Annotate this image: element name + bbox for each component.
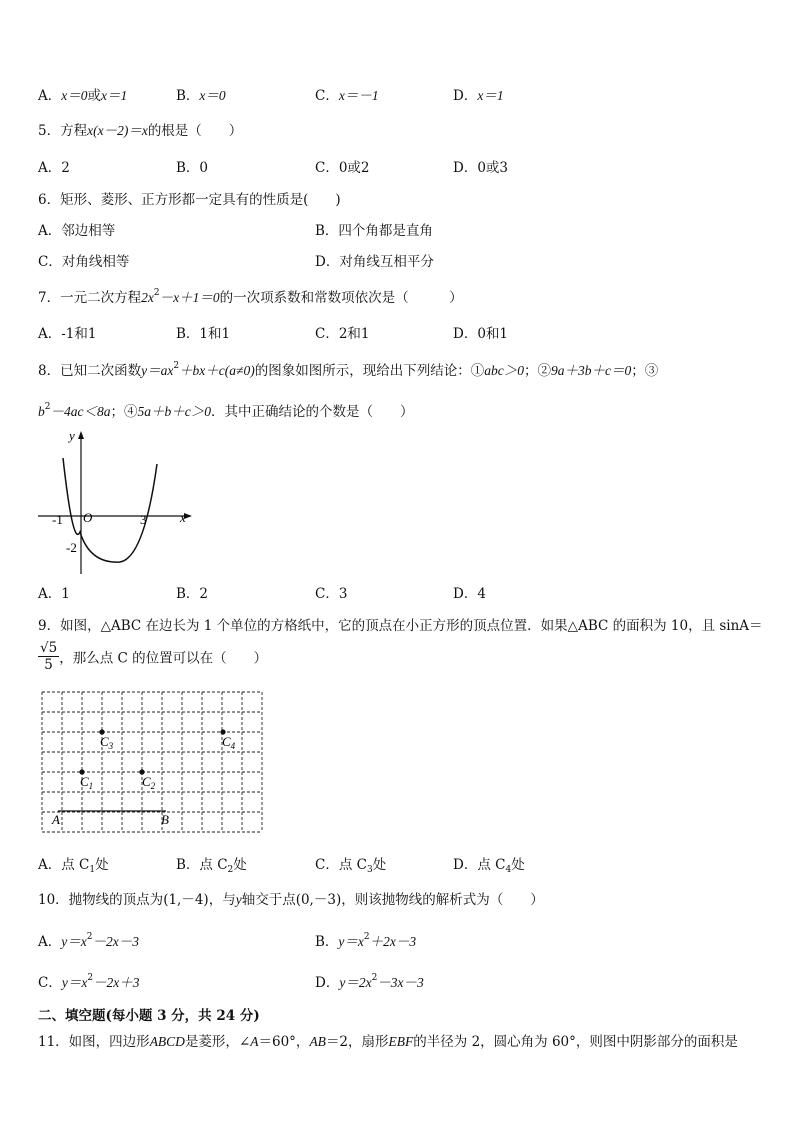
q4-option-d: D．x＝1 bbox=[453, 88, 504, 104]
tick-label-neg1: -1 bbox=[52, 512, 63, 527]
sin-fraction: $\frac{√5}{5}$ bbox=[40, 640, 58, 673]
q8-option-c: C．3 bbox=[315, 586, 348, 602]
q9-stem-line1: 9．如图，△ABC 在边长为 1 个单位的方格纸中，它的顶点在小正方形的顶点位置．如果△ABC 的面积为 10，且 sinA＝ bbox=[38, 618, 763, 634]
q8-option-a: A．1 bbox=[38, 586, 70, 602]
q5-option-d: D．0或3 bbox=[453, 160, 509, 176]
q7-stem: 7．一元二次方程$2x^2-x+1=0$的一次项系数和常数项依次是（ ） bbox=[38, 288, 463, 306]
q5-option-c: C．0或2 bbox=[315, 160, 370, 176]
q5-option-a: A．2 bbox=[38, 160, 70, 176]
q9-option-d: D．点 $C_4$处 bbox=[453, 857, 525, 875]
q10-option-c: C．$y=x^2-2x+3$ bbox=[38, 973, 140, 991]
q8-option-b: B．2 bbox=[176, 586, 209, 602]
q11-stem: 11．如图，四边形ABCD是菱形，∠A＝60°，AB＝2，扇形EBF的半径为 2，圆心角为 60°，则图中阴影部分的面积是 bbox=[38, 1034, 738, 1050]
q6-option-d: D．对角线互相平分 bbox=[315, 254, 434, 270]
q9-grid-figure bbox=[40, 688, 266, 834]
q10-stem: 10．抛物线的顶点为(1,－4)，与y轴交于点(0,－3)，则该抛物线的解析式为（ ） bbox=[38, 892, 544, 908]
q8-parabola-graph bbox=[30, 424, 200, 576]
label-c4: $C_4$ bbox=[222, 734, 236, 751]
q5-option-b: B．0 bbox=[176, 160, 209, 176]
q10-option-d: D．$y=2x^2-3x-3$ bbox=[315, 973, 424, 991]
q9-stem-line2: $\frac{√5}{5}$ ，那么点 C 的位置可以在（ ） bbox=[40, 640, 268, 673]
q10-option-a: A．$y=x^2-2x-3$ bbox=[38, 932, 139, 950]
y-axis-label: y bbox=[69, 428, 75, 443]
q4-option-c: C．x＝－1 bbox=[315, 88, 379, 104]
x-axis-label: x bbox=[180, 510, 186, 525]
q4-option-a: A．x＝0或x＝1 bbox=[38, 88, 128, 104]
section2-title: 二、填空题(每小题 3 分，共 24 分) bbox=[38, 1008, 260, 1024]
q7-option-d: D．0和1 bbox=[453, 326, 509, 342]
q6-stem: 6．矩形、菱形、正方形都一定具有的性质是( ) bbox=[38, 192, 341, 208]
q7-option-b: B．1和1 bbox=[176, 326, 231, 342]
q8-stem-line2: $b^2-4ac<8a$；④5a＋b＋c＞0．其中正确结论的个数是（ ） bbox=[38, 402, 414, 420]
tick-label-3: 3 bbox=[140, 512, 147, 527]
parabola-curve bbox=[63, 458, 157, 562]
q7-option-c: C．2和1 bbox=[315, 326, 370, 342]
label-c2: $C_2$ bbox=[142, 774, 156, 791]
label-c1: $C_1$ bbox=[80, 774, 94, 791]
tick-label-neg2: -2 bbox=[66, 540, 77, 555]
label-b: B bbox=[161, 812, 169, 827]
y-axis-arrow-icon bbox=[78, 431, 84, 439]
q6-option-c: C．对角线相等 bbox=[38, 254, 130, 270]
q5-stem: 5．方程x(x－2)＝x的根是（ ） bbox=[38, 123, 243, 139]
origin-label: O bbox=[83, 510, 93, 525]
q7-option-a: A．-1和1 bbox=[38, 326, 97, 342]
label-a: A bbox=[52, 812, 60, 827]
q9-option-b: B．点 $C_2$处 bbox=[176, 857, 247, 875]
q8-option-d: D．4 bbox=[453, 586, 486, 602]
q4-option-b: B．x＝0 bbox=[176, 88, 226, 104]
q6-option-b: B．四个角都是直角 bbox=[315, 223, 433, 239]
q10-option-b: B．$y=x^2+2x-3$ bbox=[315, 932, 417, 950]
q6-option-a: A．邻边相等 bbox=[38, 223, 116, 239]
q8-stem-line1: 8．已知二次函数$y=ax^2+bx+c(a\ne 0)$的图象如图所示，现给出下列结论：①abc＞0；②9a＋3b＋c＝0；③ bbox=[38, 361, 659, 379]
q9-option-a: A．点 $C_1$处 bbox=[38, 857, 109, 875]
q9-option-c: C．点 $C_3$处 bbox=[315, 857, 387, 875]
label-c3: $C_3$ bbox=[100, 734, 114, 751]
